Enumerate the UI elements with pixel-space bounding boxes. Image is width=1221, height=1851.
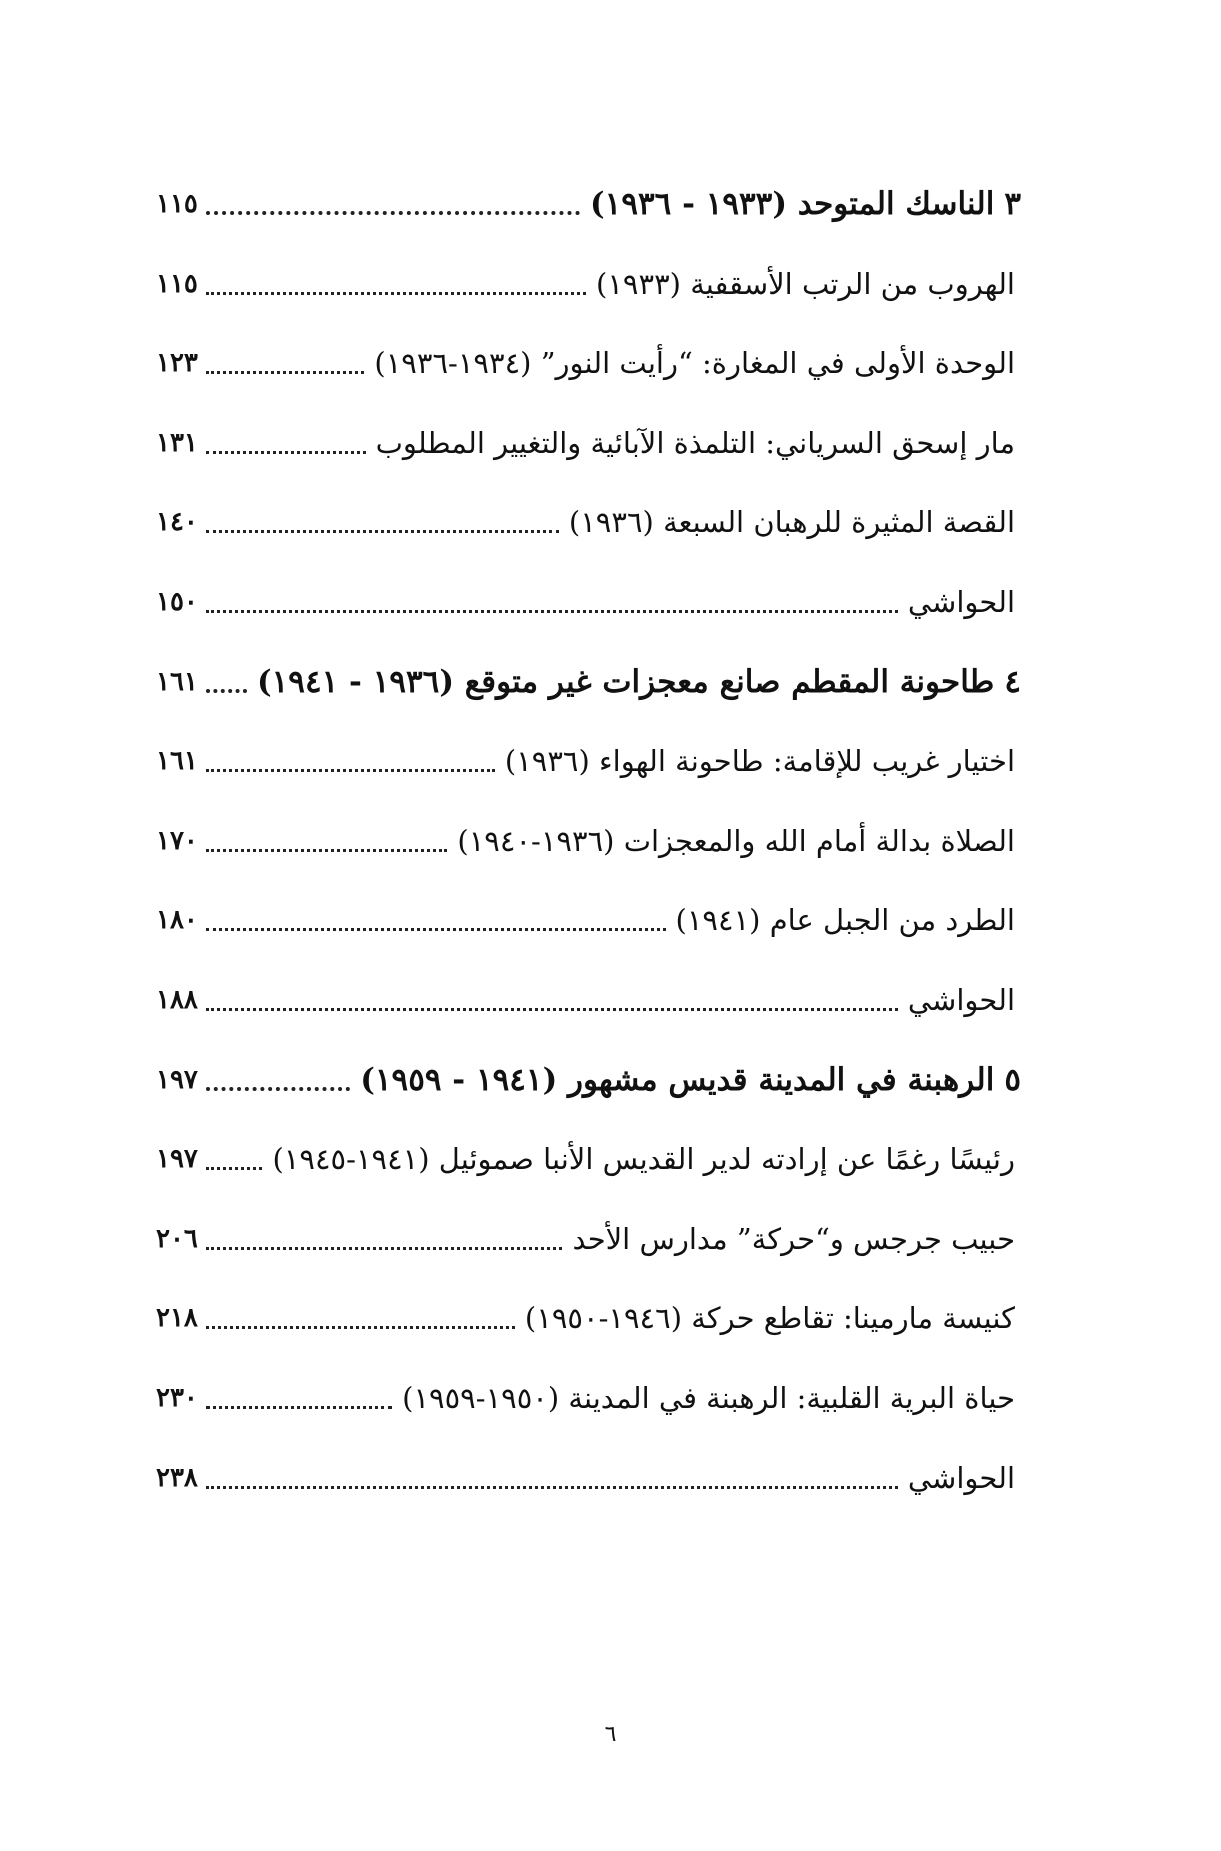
page-number: ١٩٧ bbox=[156, 1064, 198, 1095]
toc-entry bbox=[156, 960, 1021, 1020]
dot-leader bbox=[206, 292, 586, 295]
page-footer bbox=[0, 1722, 1221, 1747]
toc-entry bbox=[156, 1199, 1021, 1259]
entry-title: اختيار غريب للإقامة: طاحونة الهواء (١٩٣٦) bbox=[504, 744, 1015, 779]
entry-title: الصلاة بدالة أمام الله والمعجزات (١٩٣٦-١٩٤٠) bbox=[457, 823, 1015, 858]
toc-entry bbox=[156, 801, 1021, 861]
entry-title: حياة البرية القلبية: الرهبنة في المدينة (١٩٥٠-١٩٥٩) bbox=[402, 1380, 1015, 1415]
entry-title: الهروب من الرتب الأسقفية (١٩٣٣) bbox=[596, 266, 1015, 301]
dot-leader bbox=[206, 1008, 898, 1011]
toc-entry bbox=[156, 482, 1021, 542]
page-number: ٢١٨ bbox=[156, 1303, 198, 1334]
page-number: ١٦١ bbox=[156, 666, 198, 697]
entry-title: الحواشي bbox=[907, 1460, 1015, 1495]
page-number: ١٨٠ bbox=[156, 905, 198, 936]
toc-entry bbox=[156, 244, 1021, 304]
dot-leader bbox=[206, 1406, 392, 1409]
dot-leader bbox=[206, 1326, 515, 1329]
page-number: ١٣١ bbox=[156, 427, 198, 458]
entry-title: الطرد من الجبل عام (١٩٤١) bbox=[675, 903, 1015, 938]
chapter-title: طاحونة المقطم صانع معجزات غير متوقع (١٩٣٦ - ١٩٤١) bbox=[256, 663, 995, 700]
entry-title: القصة المثيرة للرهبان السبعة (١٩٣٦) bbox=[568, 505, 1015, 540]
page-number: ٢٣٠ bbox=[156, 1382, 198, 1413]
toc-entry bbox=[156, 1278, 1021, 1338]
chapter-number: ٣ bbox=[1004, 186, 1021, 222]
entry-title: كنيسة مارمينا: تقاطع حركة (١٩٤٦-١٩٥٠) bbox=[524, 1301, 1015, 1336]
dot-leader bbox=[206, 849, 447, 852]
dot-leader bbox=[206, 530, 559, 533]
toc-entry bbox=[156, 880, 1021, 940]
page-number: ١٥٠ bbox=[156, 586, 198, 617]
toc-chapter-3 bbox=[156, 164, 1021, 224]
page-number: ٢٣٨ bbox=[156, 1462, 198, 1493]
toc-entry bbox=[156, 403, 1021, 463]
dot-leader bbox=[206, 610, 898, 613]
chapter-number: ٤ bbox=[1004, 663, 1021, 700]
page-number: ٢٠٦ bbox=[156, 1223, 198, 1254]
entry-title: الحواشي bbox=[907, 584, 1015, 619]
chapter-title: الناسك المتوحد (١٩٣٣ - ١٩٣٦) bbox=[590, 186, 995, 222]
dot-leader bbox=[206, 1087, 350, 1091]
page-number: ١٤٠ bbox=[156, 507, 198, 538]
page-number: ١١٥ bbox=[156, 268, 198, 299]
dot-leader bbox=[206, 211, 580, 215]
toc-entry bbox=[156, 1119, 1021, 1179]
toc-entry bbox=[156, 721, 1021, 781]
toc-entry bbox=[156, 1438, 1021, 1498]
toc-chapter-4 bbox=[156, 642, 1021, 702]
page-number: ١٩٧ bbox=[156, 1144, 198, 1175]
chapter-number: ٥ bbox=[1004, 1061, 1021, 1098]
footer-page-number: ٦ bbox=[604, 1722, 617, 1747]
entry-title: حبيب جرجس و“حركة” مدارس الأحد bbox=[572, 1221, 1015, 1256]
dot-leader bbox=[206, 1486, 898, 1489]
toc-entry bbox=[156, 562, 1021, 622]
page-number: ١٢٣ bbox=[156, 348, 198, 379]
dot-leader bbox=[206, 1167, 263, 1170]
entry-title: رئيسًا رغمًا عن إرادته لدير القديس الأنبا صموئيل (١٩٤١-١٩٤٥) bbox=[272, 1142, 1015, 1177]
entry-title: الحواشي bbox=[907, 982, 1015, 1017]
dot-leader bbox=[206, 689, 247, 693]
toc-chapter-5 bbox=[156, 1040, 1021, 1100]
dot-leader bbox=[206, 451, 366, 454]
dot-leader bbox=[206, 769, 495, 772]
page-number: ١٦١ bbox=[156, 746, 198, 777]
dot-leader bbox=[206, 1247, 563, 1250]
dot-leader bbox=[206, 371, 365, 374]
entry-title: الوحدة الأولى في المغارة: “رأيت النور” (١٩٣٤-١٩٣٦) bbox=[374, 346, 1015, 381]
chapter-title: الرهبنة في المدينة قديس مشهور (١٩٤١ - ١٩٥٩) bbox=[360, 1061, 995, 1098]
toc-entry bbox=[156, 323, 1021, 383]
entry-title: مار إسحق السرياني: التلمذة الآبائية والتغيير المطلوب bbox=[375, 425, 1015, 460]
table-of-contents bbox=[156, 164, 1021, 1517]
page-number: ١٧٠ bbox=[156, 825, 198, 856]
page-number: ١٨٨ bbox=[156, 984, 198, 1015]
dot-leader bbox=[206, 928, 666, 931]
page-number: ١١٥ bbox=[156, 189, 198, 219]
toc-entry bbox=[156, 1358, 1021, 1418]
